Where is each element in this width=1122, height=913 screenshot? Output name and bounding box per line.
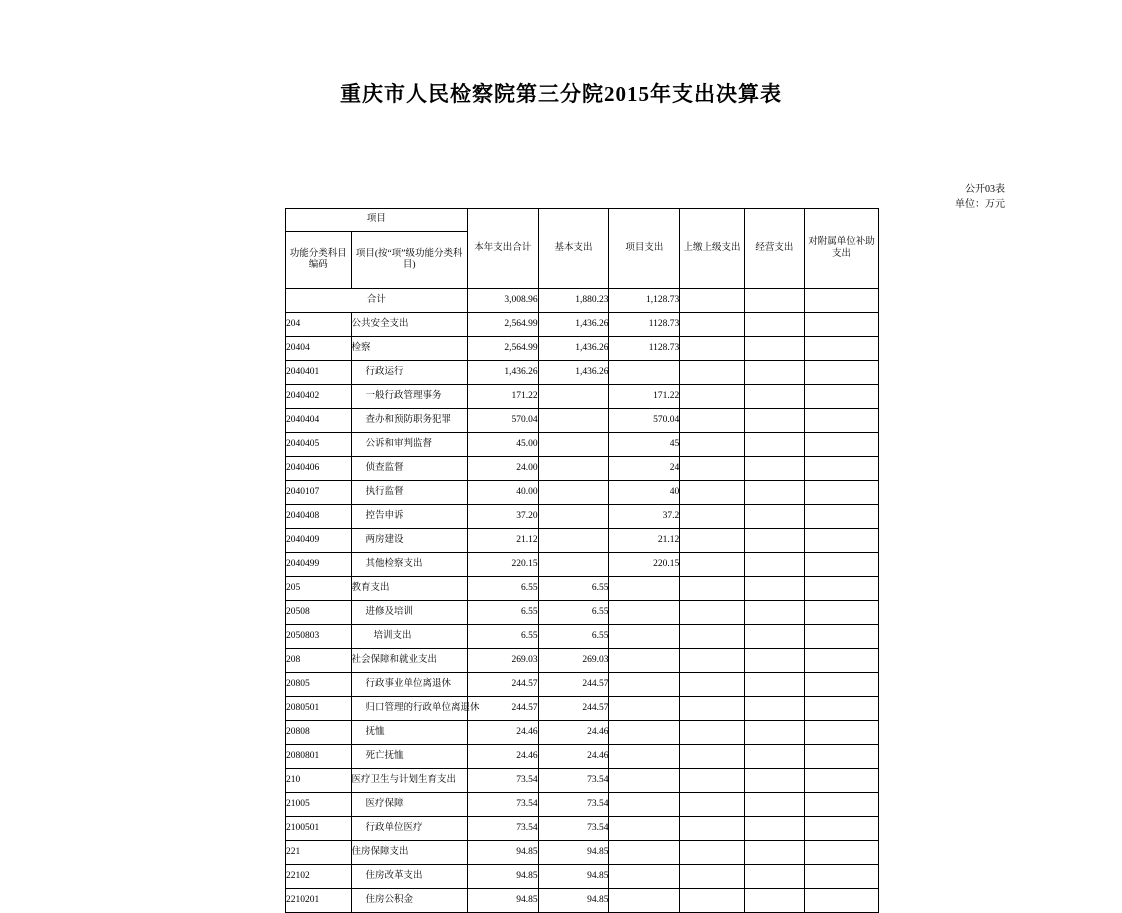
cell-project <box>609 889 680 913</box>
table-row <box>286 817 879 841</box>
cell-basic: 1,436.26 <box>538 337 609 361</box>
header-code: 功能分类科目编码 <box>286 232 352 289</box>
cell-name: 行政事业单位离退休 <box>351 673 467 697</box>
cell-code: 2040402 <box>286 385 352 409</box>
cell-project: 220.15 <box>609 553 680 577</box>
table-row <box>286 889 879 913</box>
cell-total: 24.46 <box>467 745 538 769</box>
cell-name: 住房保障支出 <box>351 841 467 865</box>
cell-subsidy <box>804 889 878 913</box>
cell-code: 205 <box>286 577 352 601</box>
cell-code: 2210201 <box>286 889 352 913</box>
cell-basic: 1,436.26 <box>538 361 609 385</box>
cell-name: 控告申诉 <box>351 505 467 529</box>
cell-name: 进修及培训 <box>351 601 467 625</box>
cell-business <box>744 673 804 697</box>
cell-project <box>609 697 680 721</box>
cell-project <box>609 673 680 697</box>
cell-basic <box>538 385 609 409</box>
table-row <box>286 433 879 457</box>
cell-total: 40.00 <box>467 481 538 505</box>
cell-basic: 6.55 <box>538 577 609 601</box>
cell-name: 行政单位医疗 <box>351 817 467 841</box>
table-row <box>286 529 879 553</box>
cell-basic: 94.85 <box>538 865 609 889</box>
cell-remit <box>680 793 744 817</box>
cell-subsidy <box>804 745 878 769</box>
cell-name: 公共安全支出 <box>351 313 467 337</box>
cell-remit <box>680 385 744 409</box>
table-row <box>286 601 879 625</box>
cell-subsidy <box>804 721 878 745</box>
total-subsidy <box>804 289 878 313</box>
cell-subsidy <box>804 529 878 553</box>
cell-total: 45.00 <box>467 433 538 457</box>
cell-basic: 6.55 <box>538 625 609 649</box>
cell-project <box>609 601 680 625</box>
table-row <box>286 553 879 577</box>
cell-business <box>744 649 804 673</box>
cell-project <box>609 649 680 673</box>
header-subsidy: 对附属单位补助支出 <box>804 209 878 289</box>
cell-total: 220.15 <box>467 553 538 577</box>
cell-total: 1,436.26 <box>467 361 538 385</box>
table-row <box>286 865 879 889</box>
table-row <box>286 457 879 481</box>
cell-total: 24.00 <box>467 457 538 481</box>
cell-business <box>744 841 804 865</box>
cell-basic <box>538 481 609 505</box>
cell-code: 21005 <box>286 793 352 817</box>
cell-name: 医疗卫生与计划生育支出 <box>351 769 467 793</box>
cell-code: 20404 <box>286 337 352 361</box>
header-basic: 基本支出 <box>538 209 609 289</box>
cell-subsidy <box>804 769 878 793</box>
cell-remit <box>680 481 744 505</box>
header-total: 本年支出合计 <box>467 209 538 289</box>
total-remit <box>680 289 744 313</box>
table-row <box>286 313 879 337</box>
cell-subsidy <box>804 313 878 337</box>
cell-project: 45 <box>609 433 680 457</box>
cell-business <box>744 529 804 553</box>
cell-remit <box>680 553 744 577</box>
cell-total: 6.55 <box>467 625 538 649</box>
cell-subsidy <box>804 793 878 817</box>
table-row <box>286 385 879 409</box>
cell-project: 21.12 <box>609 529 680 553</box>
total-label: 合计 <box>286 289 468 313</box>
cell-total: 24.46 <box>467 721 538 745</box>
cell-basic: 73.54 <box>538 793 609 817</box>
cell-code: 210 <box>286 769 352 793</box>
cell-total: 73.54 <box>467 793 538 817</box>
cell-code: 2080801 <box>286 745 352 769</box>
table-row <box>286 337 879 361</box>
cell-total: 94.85 <box>467 865 538 889</box>
expenditure-table-wrapper <box>285 208 879 913</box>
cell-basic: 24.46 <box>538 745 609 769</box>
cell-project: 40 <box>609 481 680 505</box>
cell-code: 2040408 <box>286 505 352 529</box>
cell-subsidy <box>804 553 878 577</box>
cell-name: 执行监督 <box>351 481 467 505</box>
cell-code: 2040107 <box>286 481 352 505</box>
cell-total: 269.03 <box>467 649 538 673</box>
cell-basic: 244.57 <box>538 697 609 721</box>
document-meta <box>955 183 1005 212</box>
cell-subsidy <box>804 577 878 601</box>
cell-business <box>744 409 804 433</box>
cell-code: 20508 <box>286 601 352 625</box>
cell-name: 行政运行 <box>351 361 467 385</box>
cell-remit <box>680 865 744 889</box>
cell-code: 2040404 <box>286 409 352 433</box>
cell-remit <box>680 889 744 913</box>
unit-note: 单位：万元 <box>955 198 1005 210</box>
cell-project: 171.22 <box>609 385 680 409</box>
cell-code: 2100501 <box>286 817 352 841</box>
cell-total: 94.85 <box>467 889 538 913</box>
cell-name: 公诉和审判监督 <box>351 433 467 457</box>
cell-basic: 1,436.26 <box>538 313 609 337</box>
table-row <box>286 697 879 721</box>
cell-business <box>744 361 804 385</box>
cell-subsidy <box>804 481 878 505</box>
cell-project <box>609 769 680 793</box>
cell-subsidy <box>804 649 878 673</box>
cell-code: 20808 <box>286 721 352 745</box>
cell-total: 37.20 <box>467 505 538 529</box>
cell-business <box>744 337 804 361</box>
page-title: 重庆市人民检察院第三分院2015年支出决算表 <box>340 82 782 106</box>
cell-total: 244.57 <box>467 697 538 721</box>
cell-basic <box>538 505 609 529</box>
cell-project: 37.2 <box>609 505 680 529</box>
cell-basic: 244.57 <box>538 673 609 697</box>
cell-name: 医疗保障 <box>351 793 467 817</box>
cell-name: 一般行政管理事务 <box>351 385 467 409</box>
cell-remit <box>680 313 744 337</box>
cell-business <box>744 889 804 913</box>
cell-subsidy <box>804 841 878 865</box>
form-number: 公开03表 <box>965 184 1005 195</box>
cell-remit <box>680 409 744 433</box>
cell-name: 查办和预防职务犯罪 <box>351 409 467 433</box>
table-row <box>286 649 879 673</box>
cell-name: 死亡抚恤 <box>351 745 467 769</box>
cell-business <box>744 865 804 889</box>
cell-remit <box>680 721 744 745</box>
cell-business <box>744 433 804 457</box>
cell-project: 24 <box>609 457 680 481</box>
expenditure-table <box>285 208 879 913</box>
cell-remit <box>680 745 744 769</box>
cell-remit <box>680 625 744 649</box>
cell-name: 抚恤 <box>351 721 467 745</box>
cell-project <box>609 841 680 865</box>
header-name: 项目(按“项”级功能分类科目) <box>351 232 467 289</box>
cell-business <box>744 505 804 529</box>
cell-total: 570.04 <box>467 409 538 433</box>
cell-business <box>744 553 804 577</box>
cell-basic <box>538 457 609 481</box>
cell-subsidy <box>804 337 878 361</box>
cell-business <box>744 721 804 745</box>
cell-subsidy <box>804 361 878 385</box>
cell-code: 2040406 <box>286 457 352 481</box>
cell-total: 73.54 <box>467 817 538 841</box>
cell-name: 社会保障和就业支出 <box>351 649 467 673</box>
table-body <box>286 289 879 913</box>
cell-total: 2,564.99 <box>467 337 538 361</box>
cell-subsidy <box>804 817 878 841</box>
cell-basic: 6.55 <box>538 601 609 625</box>
cell-subsidy <box>804 865 878 889</box>
cell-total: 2,564.99 <box>467 313 538 337</box>
table-row <box>286 361 879 385</box>
cell-project <box>609 625 680 649</box>
cell-basic: 24.46 <box>538 721 609 745</box>
total-project: 1,128.73 <box>609 289 680 313</box>
cell-remit <box>680 433 744 457</box>
cell-business <box>744 577 804 601</box>
cell-business <box>744 745 804 769</box>
table-row <box>286 793 879 817</box>
cell-code: 221 <box>286 841 352 865</box>
cell-project: 570.04 <box>609 409 680 433</box>
cell-project <box>609 745 680 769</box>
table-row <box>286 409 879 433</box>
cell-code: 2080501 <box>286 697 352 721</box>
cell-code: 208 <box>286 649 352 673</box>
cell-remit <box>680 505 744 529</box>
cell-name: 住房改革支出 <box>351 865 467 889</box>
cell-project: 1128.73 <box>609 313 680 337</box>
cell-business <box>744 313 804 337</box>
cell-business <box>744 817 804 841</box>
cell-remit <box>680 529 744 553</box>
table-row <box>286 841 879 865</box>
cell-subsidy <box>804 697 878 721</box>
cell-subsidy <box>804 457 878 481</box>
cell-business <box>744 457 804 481</box>
cell-total: 73.54 <box>467 769 538 793</box>
cell-total: 6.55 <box>467 577 538 601</box>
cell-total: 6.55 <box>467 601 538 625</box>
total-business <box>744 289 804 313</box>
cell-code: 22102 <box>286 865 352 889</box>
cell-basic: 73.54 <box>538 817 609 841</box>
cell-total: 21.12 <box>467 529 538 553</box>
table-row <box>286 481 879 505</box>
cell-remit <box>680 361 744 385</box>
cell-subsidy <box>804 601 878 625</box>
table-row <box>286 721 879 745</box>
total-total: 3,008.96 <box>467 289 538 313</box>
document-page <box>0 78 1122 905</box>
cell-business <box>744 793 804 817</box>
cell-name: 教育支出 <box>351 577 467 601</box>
cell-basic: 94.85 <box>538 889 609 913</box>
table-header-row-top <box>286 209 879 232</box>
cell-remit <box>680 457 744 481</box>
cell-basic: 94.85 <box>538 841 609 865</box>
cell-remit <box>680 673 744 697</box>
cell-remit <box>680 577 744 601</box>
cell-project <box>609 817 680 841</box>
cell-business <box>744 697 804 721</box>
cell-project: 1128.73 <box>609 337 680 361</box>
cell-business <box>744 481 804 505</box>
cell-code: 20805 <box>286 673 352 697</box>
cell-code: 2040405 <box>286 433 352 457</box>
cell-name: 归口管理的行政单位离退休 <box>351 697 467 721</box>
header-remit: 上缴上级支出 <box>680 209 744 289</box>
cell-remit <box>680 337 744 361</box>
cell-remit <box>680 769 744 793</box>
cell-remit <box>680 841 744 865</box>
cell-project <box>609 361 680 385</box>
cell-subsidy <box>804 625 878 649</box>
cell-basic: 269.03 <box>538 649 609 673</box>
cell-subsidy <box>804 433 878 457</box>
cell-basic: 73.54 <box>538 769 609 793</box>
total-basic: 1,880.23 <box>538 289 609 313</box>
cell-subsidy <box>804 673 878 697</box>
cell-remit <box>680 697 744 721</box>
cell-name: 住房公积金 <box>351 889 467 913</box>
cell-name: 侦查监督 <box>351 457 467 481</box>
cell-code: 2040401 <box>286 361 352 385</box>
cell-subsidy <box>804 409 878 433</box>
cell-basic <box>538 409 609 433</box>
cell-business <box>744 385 804 409</box>
table-row <box>286 505 879 529</box>
table-row <box>286 769 879 793</box>
header-business: 经营支出 <box>744 209 804 289</box>
cell-business <box>744 625 804 649</box>
cell-basic <box>538 553 609 577</box>
cell-project <box>609 721 680 745</box>
header-group-project: 项目 <box>286 209 468 232</box>
table-row-total <box>286 289 879 313</box>
cell-basic <box>538 433 609 457</box>
table-row <box>286 745 879 769</box>
cell-code: 2050803 <box>286 625 352 649</box>
cell-business <box>744 769 804 793</box>
cell-subsidy <box>804 385 878 409</box>
table-row <box>286 577 879 601</box>
cell-remit <box>680 649 744 673</box>
cell-total: 94.85 <box>467 841 538 865</box>
cell-business <box>744 601 804 625</box>
cell-basic <box>538 529 609 553</box>
cell-remit <box>680 817 744 841</box>
table-row <box>286 673 879 697</box>
cell-project <box>609 793 680 817</box>
cell-name: 其他检察支出 <box>351 553 467 577</box>
header-project: 项目支出 <box>609 209 680 289</box>
cell-code: 2040409 <box>286 529 352 553</box>
cell-code: 204 <box>286 313 352 337</box>
cell-name: 培训支出 <box>351 625 467 649</box>
cell-total: 171.22 <box>467 385 538 409</box>
cell-remit <box>680 601 744 625</box>
cell-name: 两房建设 <box>351 529 467 553</box>
cell-code: 2040499 <box>286 553 352 577</box>
cell-name: 检察 <box>351 337 467 361</box>
cell-total: 244.57 <box>467 673 538 697</box>
cell-project <box>609 577 680 601</box>
table-head <box>286 209 879 289</box>
cell-project <box>609 865 680 889</box>
cell-subsidy <box>804 505 878 529</box>
table-row <box>286 625 879 649</box>
